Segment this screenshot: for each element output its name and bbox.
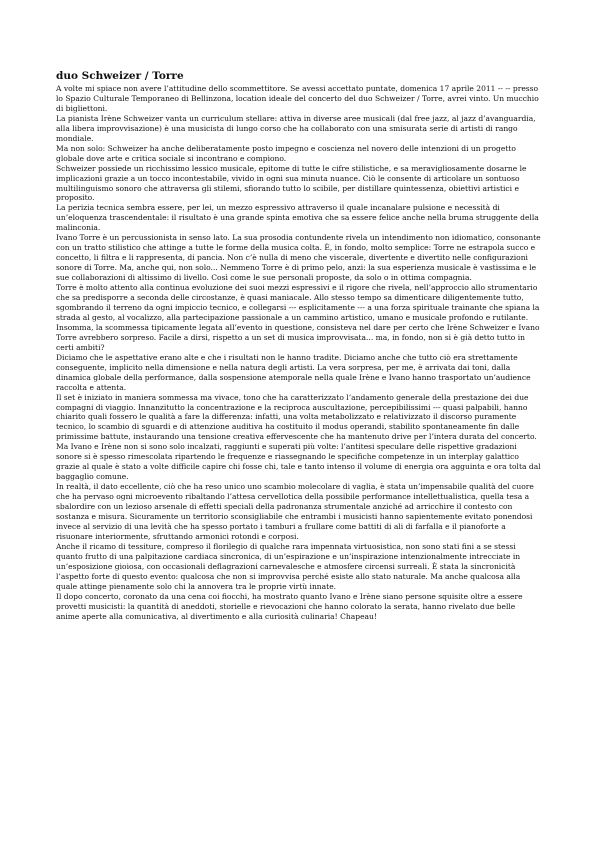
paragraph: Ma Ivano e Irène non si sono solo incalzati, raggiunti e superati più volte: l’antitesi speculare delle rispettive gradazioni sonore si è spesso rimescolata ripartendo le frequenze e riassegnando le specifiche competenze in un interplay galattico grazie al quale è stato a volte difficile capire chi fosse chi, tale e tanto intenso il volume di energia ora agguinta e ora tolta dal baggaglio comune.: [56, 442, 541, 482]
paragraph: Torre è molto attento alla continua evoluzione dei suoi mezzi espressivi e il rigore che rivela, nell’approccio allo strumentario che sa predisporre a seconda delle circostanze, è quasi maniacale. Allo stesso tempo sa dimenticare diligentemente tutto, sgombrando il terreno da ogni impiccio tecnico, e collegarsi --- esplicitamente --- a una forza spirituale trainante che spiana la strada al gesto, al vocalizzo, alla partecipazione passionale a un cammino artistico, umano e musicale profondo e rutilante.: [56, 283, 540, 322]
paragraph: La pianista Irène Schweizer vanta un curriculum stellare: attiva in diverse aree musicali (dal free jazz, al jazz d’avanguardia, alla libera improvvisazione) è una musicista di lungo corso che ha collaborato con una smisurata serie di artisti di rango mondiale.: [56, 113, 536, 143]
paragraph: Il dopo concerto, coronato da una cena coi fiocchi, ha mostrato quanto Ivano e Irène siano persone squisite oltre a essere provetti musicisti: la quantità di aneddoti, storielle e rievocazioni che hanno colorato la serata, hanno rivelato due belle anime aperte alla comunicativa, al divertimento e alla curiosità culinaria! Chapeau!: [56, 591, 523, 621]
document-page: [56, 70, 541, 621]
paragraph: Diciamo che le aspettative erano alte e che i risultati non le hanno tradite. Diciamo anche che tutto ciò era strettamente conseguente, implicito nella dimensione e nella natura degli artisti. La vera sorpresa, per me, è arrivata dai toni, dalla dinamica globale della performance, dalla sospensione atemporale nella quale Irène e Ivano hanno trasportato un’audience raccolta e attenta.: [56, 352, 531, 392]
paragraph: Ma non solo: Schweizer ha anche deliberatamente posto impegno e coscienza nel novero delle intenzioni di un progetto globale dove arte e critica sociale si incontrano e compiono.: [56, 143, 516, 163]
paragraph: Anche il ricamo di tessiture, compreso il florilegio di qualche rara impennata virtuosistica, non sono stati fini a se stessi quanto frutto di una palpitazione cardiaca sincronica, di un’espirazione e un’inspirazione intenzionalmente intrecciate in un’esposizione gioiosa, con occasionali deflagrazioni carnevalesche e atmosfere circensi surreali. È stata la sincronicità l’aspetto forte di questo evento: qualcosa che non si improvvisa perché esiste allo stato naturale. Ma anche qualcosa alla quale attinge pienamente solo chi la annovera tra le proprie virtù innate.: [56, 541, 521, 591]
paragraph: In realtà, il dato eccellente, ciò che ha reso unico uno scambio molecolare di vaglia, è stata un’impensabile qualità del cuore che ha pervaso ogni microevento ribaltando l’attesa cervellotica della possibile performance intellettualistica, quella tesa a sbalordire con un lezioso arsenale di effetti speciali della padronanza strumentale anziché ad arricchire il contesto con sostanza e misura. Sicuramente un territorio sconsigliabile che entrambi i musicisti hanno sapientemente evitato ponendosi invece al servizio di una levità che ha spesso portato i tamburi a frullare come battiti di ali di farfalla e il pianoforte a risuonare interiormente, sfruttando armonici rotondi e corposi.: [56, 482, 534, 541]
paragraph: Il set è iniziato in maniera sommessa ma vivace, tono che ha caratterizzato l’andamento generale della prestazione dei due compagni di viaggio. Innanzitutto la concentrazione e la reciproca auscultazione, percepibilissimi --- quasi palpabili, hanno chiarito quali fossero le qualità a fare la differenza: infatti, una volta metabolizzato e relativizzato il discorso puramente tecnico, lo scambio di sguardi e di attenzione auditiva ha costituito il modus operandi, stabilito spontaneamente fin dalle primissime battute, instaurando una tensione creativa effervescente che ha mantenuto drive per l’intera durata del concerto.: [56, 392, 537, 442]
document-body: [56, 84, 541, 621]
paragraph: Schweizer possiede un ricchissimo lessico musicale, epitome di tutte le cifre stilistiche, e sa meravigliosamente dosarne le implicazioni grazie a un tocco incontestabile, vivido in ogni sua minuta nuance. Ciò le consente di articolare un sontuoso multilinguismo sonoro che attraversa gli stilemi, sfiorando tutto lo scibile, per distillare quintessenza, obiettivi artistici e proposito.: [56, 163, 527, 203]
paragraph: A volte mi spiace non avere l’attitudine dello scommettitore. Se avessi accettato puntate, domenica 17 aprile 2011 -- -- presso lo Spazio Culturale Temporaneo di Bellinzona, location ideale del concerto del duo Schweizer / Torre, avrei vinto. Un mucchio di bigliettoni.: [56, 84, 539, 113]
paragraph: Ivano Torre è un percussionista in senso lato. La sua prosodia contundente rivela un intendimento non idiomatico, consonante con un tratto stilistico che attinge a tutte le forme della musica colta. È, in fondo, molto semplice: Torre ne estrapola succo e concetto, li filtra e li rappresenta, di pancia. Non c’è nulla di meno che viscerale, divertente e divertito nelle configurazioni sonore di Torre. Ma, anche qui, non solo... Nemmeno Torre è di primo pelo, anzi: la sua esperienza musicale è vastissima e le sue collaborazioni di altissimo di livello. Così come le sue personali proposte, da solo o in ottima compagnia.: [56, 233, 541, 283]
paragraph: La perizia tecnica sembra essere, per lei, un mezzo espressivo attraverso il quale incanalare pulsione e necessità di un’eloquenza trascendentale: il risultato è una grande spinta emotiva che sa essere felice anche nella bruma struggente della malinconia.: [56, 203, 539, 233]
paragraph: Insomma, la scommessa tipicamente legata all’evento in questione, consisteva nel dare per certo che Irène Schweizer e Ivano Torre avrebbero sorpreso. Facile a dirsi, rispetto a un set di musica improvvisata... ma, in fondo, non si è già detto tutto in certi ambiti?: [56, 322, 540, 352]
document-title: duo Schweizer / Torre: [56, 70, 184, 82]
